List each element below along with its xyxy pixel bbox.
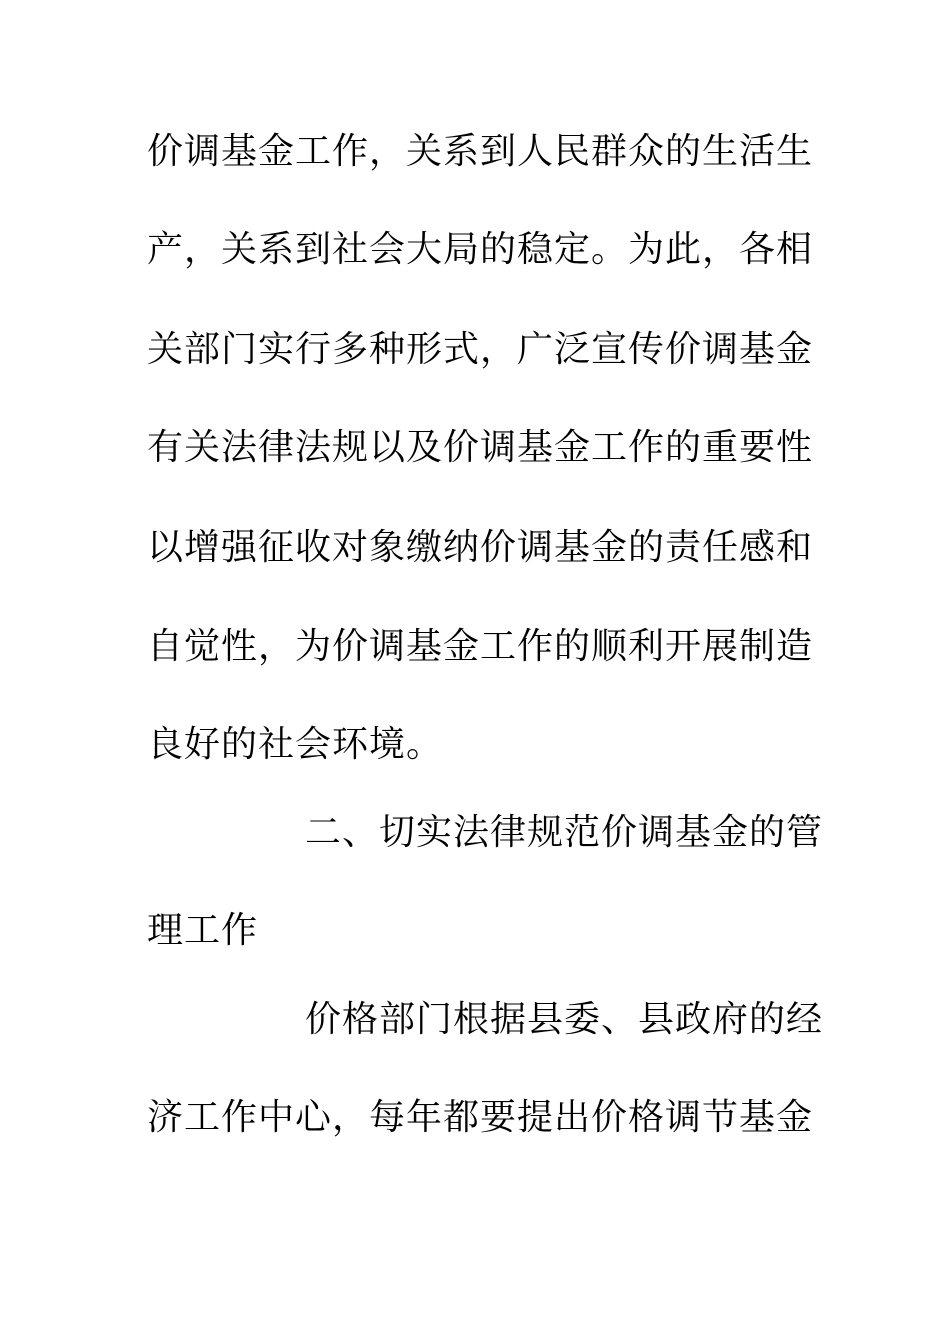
paragraph-1-line-7: 良好的社会环境。: [147, 724, 444, 765]
paragraph-1-line-5: 以增强征收对象缴纳价调基金的责任感和: [147, 527, 814, 568]
paragraph-1-line-6: 自觉性，为价调基金工作的顺利开展制造: [147, 626, 814, 667]
paragraph-2-line-2: 济工作中心，每年都要提出价格调节基金: [147, 1097, 814, 1138]
paragraph-2-line-1: 价格部门根据县委、县政府的经: [305, 999, 824, 1040]
paragraph-1-line-2: 产，关系到社会大局的稳定。为此，各相: [147, 229, 814, 270]
section-heading-line-1: 二、切实法律规范价调基金的管: [305, 812, 824, 853]
section-heading-line-2: 理工作: [147, 910, 259, 951]
paragraph-1-line-1: 价调基金工作，关系到人民群众的生活生: [147, 131, 814, 172]
paragraph-1-line-3: 关部门实行多种形式，广泛宣传价调基金: [147, 329, 814, 370]
paragraph-1-line-4: 有关法律法规以及价调基金工作的重要性: [147, 427, 814, 468]
